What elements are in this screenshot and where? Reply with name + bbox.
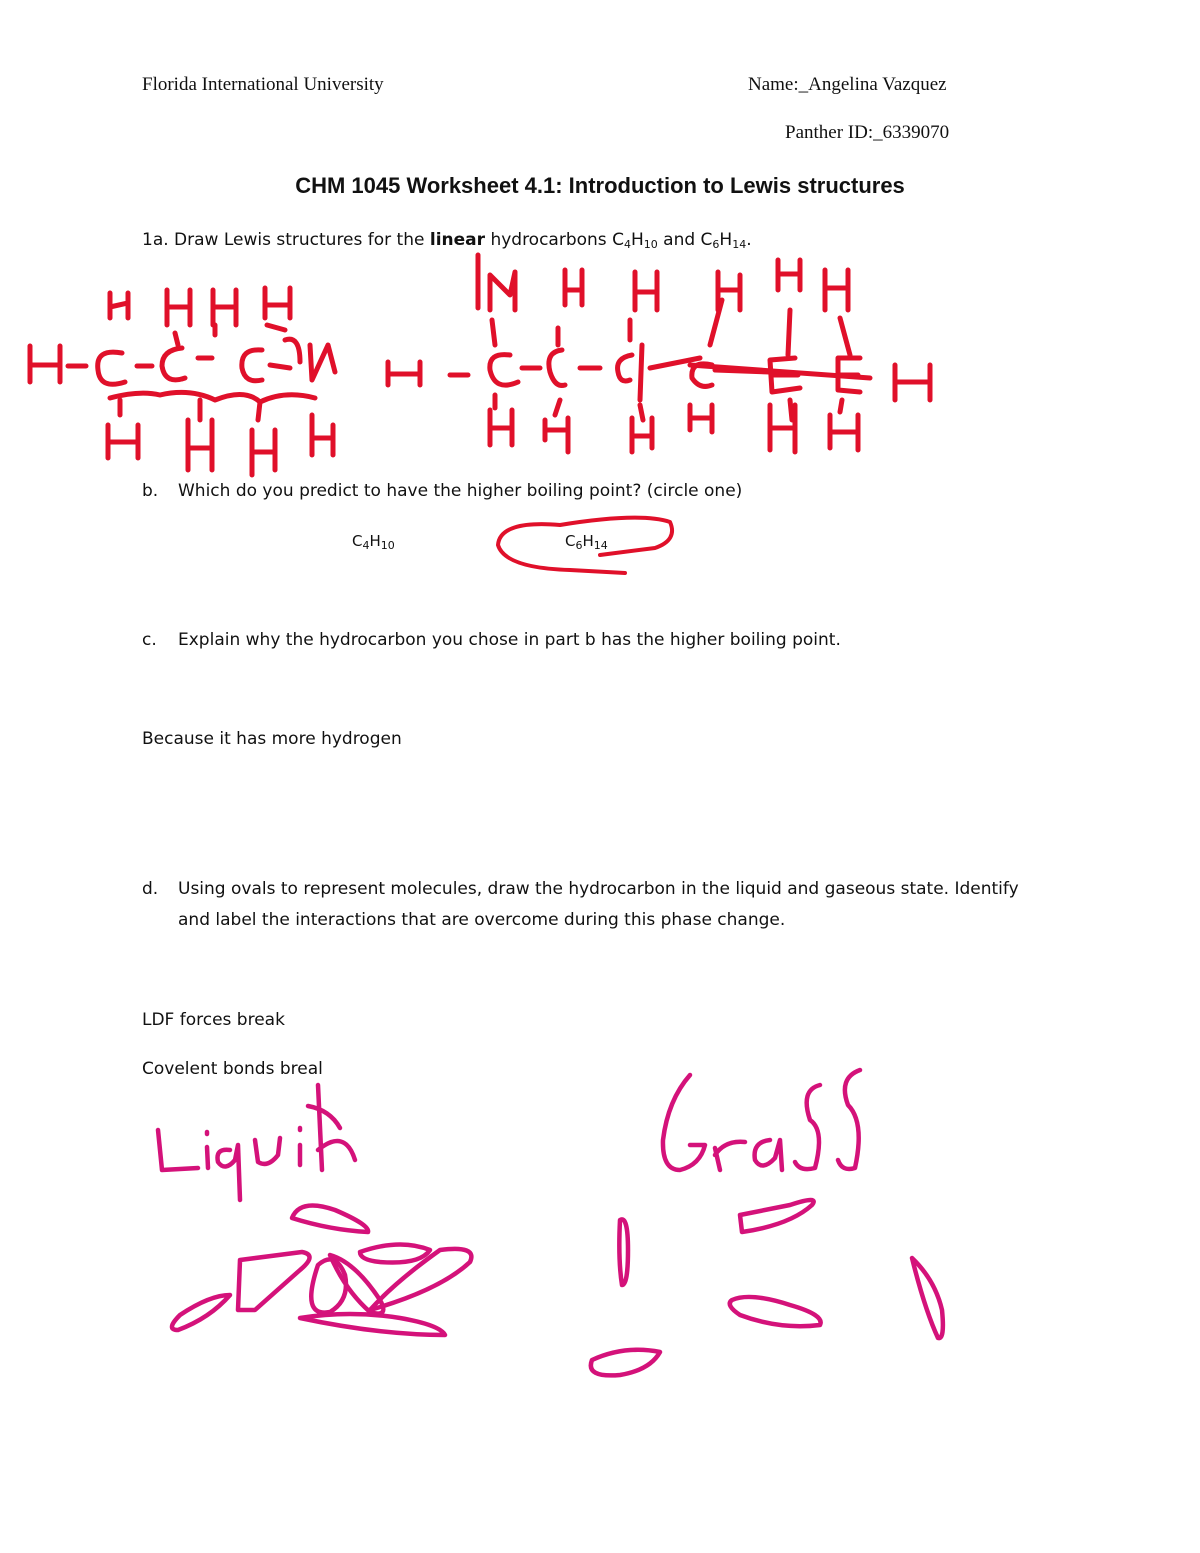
choice-c6h14: $C_6H_{14}$ [565, 532, 608, 552]
oval [591, 1350, 660, 1376]
answer-1c: Because it has more hydrogen [142, 729, 402, 749]
oval [360, 1244, 430, 1262]
gas-molecule-ovals [591, 1200, 943, 1375]
name-value: Angelina Vazquez [808, 74, 947, 95]
question-letter: b. [142, 481, 159, 501]
oval [740, 1200, 814, 1232]
panther-id-field [785, 122, 949, 144]
question-1c [142, 630, 841, 650]
oval [292, 1206, 368, 1233]
question-text: Draw Lewis structures for the [174, 230, 425, 250]
oval [370, 1249, 471, 1310]
question-number: 1a. [142, 230, 169, 250]
oval [730, 1297, 821, 1326]
oval [311, 1259, 346, 1312]
handwritten-gass-label [663, 1070, 860, 1170]
emphasis-word: linear [429, 230, 486, 250]
panther-id-value: 6339070 [882, 122, 950, 143]
question-text: Explain why the hydrocarbon you chose in part b has the higher boiling point. [178, 630, 841, 650]
formula-c4h10: $C_4H_{10}$ [612, 230, 658, 251]
oval [172, 1295, 230, 1330]
question-1a: 1a. Draw Lewis structures for the linear hydrocarbons $C_4H_{10}$ and $C_6H_{14}$. [142, 230, 752, 251]
university-name: Florida International University [142, 74, 384, 95]
question-text: Using ovals to represent molecules, draw the hydrocarbon in the liquid and gaseous state. Identify [178, 879, 1019, 899]
oval [300, 1314, 445, 1335]
student-name-field [748, 74, 947, 96]
answer-1d-line1: LDF forces break [142, 1010, 285, 1030]
joiner-word: and [663, 230, 696, 250]
question-1b [142, 481, 742, 501]
formula-c6h14: $C_6H_{14}$ [700, 230, 747, 251]
handwritten-liquid-label [158, 1085, 355, 1200]
oval [330, 1255, 383, 1314]
question-1d-line1 [142, 879, 1019, 899]
panther-id-label: Panther ID:_ [785, 122, 883, 143]
oval [619, 1219, 628, 1285]
oval [912, 1258, 943, 1338]
question-text-2: hydrocarbons [490, 230, 607, 250]
worksheet-title: CHM 1045 Worksheet 4.1: Introduction to Lewis structures [295, 173, 905, 198]
question-letter: c. [142, 630, 157, 650]
choice-c4h10: $C_4H_{10}$ [352, 532, 395, 552]
question-1d-line2: and label the interactions that are overcome during this phase change. [178, 910, 786, 930]
question-text: Which do you predict to have the higher boiling point? (circle one) [178, 481, 743, 501]
question-letter: d. [142, 879, 159, 899]
oval [238, 1252, 310, 1310]
liquid-molecule-ovals [172, 1206, 471, 1336]
lewis-structure-c6h14 [388, 255, 930, 452]
name-label: Name:_ [748, 74, 809, 95]
lewis-structure-c4h10 [30, 288, 335, 475]
answer-1d-line2: Covelent bonds breal [142, 1059, 323, 1079]
